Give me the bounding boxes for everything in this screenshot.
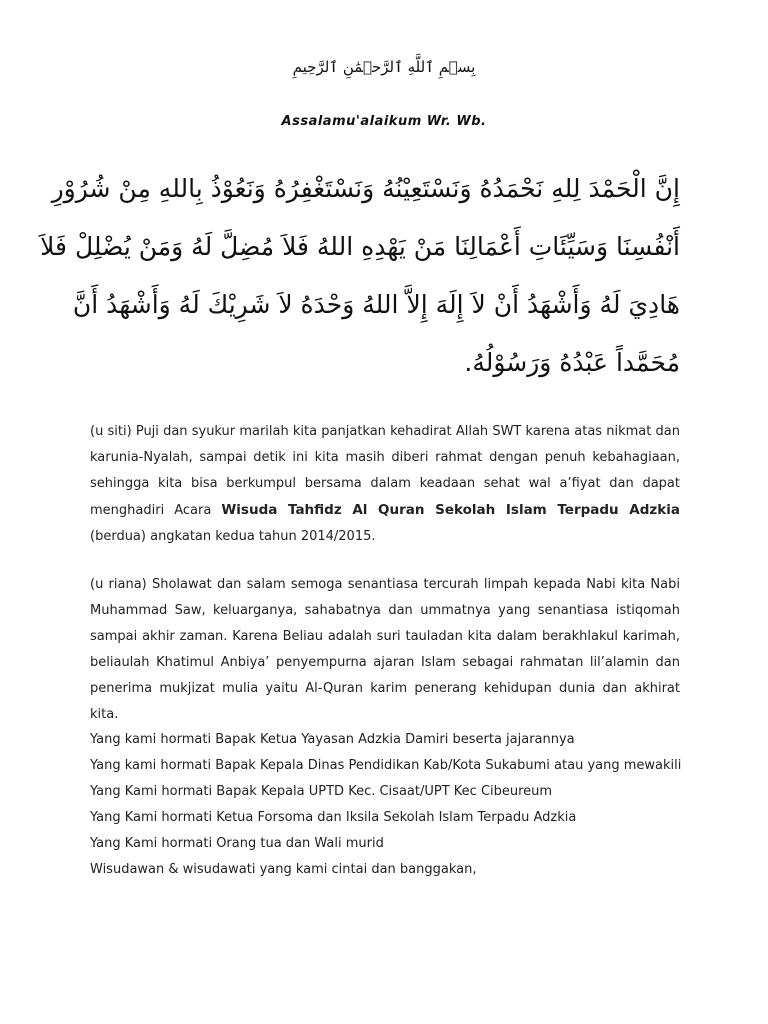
basmala: بِسۡمِ ٱللَّهِ ٱلرَّحۡمَٰنِ ٱلرَّحِيمِ [292, 58, 476, 76]
honor-line: Yang Kami hormati Bapak Kepala UPTD Kec. Cisaat/UPT Kec Cibeureum [90, 784, 553, 799]
arabic-line: إِنَّ الْحَمْدَ لِلهِ نَحْمَدُهُ وَنَسْتَعِيْنُهُ وَنَسْتَغْفِرُهُ وَنَعُوْذُ بِاللهِ مِنْ شُرُوْرِ [51, 174, 680, 203]
arabic-opening [40, 160, 680, 392]
event-name: Wisuda Tahfidz Al Quran Sekolah Islam Terpadu Adzkia [221, 502, 680, 518]
honor-line: Yang Kami hormati Orang tua dan Wali murid [90, 836, 384, 851]
honor-line: Yang kami hormati Bapak Ketua Yayasan Adzkia Damiri beserta jajarannya [90, 732, 575, 747]
paragraph-opening [90, 419, 680, 550]
honor-line: Wisudawan & wisudawati yang kami cintai dan banggakan, [90, 862, 477, 877]
paragraph-text: (berdua) angkatan kedua tahun 2014/2015. [90, 529, 376, 544]
arabic-line: مُحَمَّداً عَبْدُهُ وَرَسُوْلُهُ. [464, 348, 680, 377]
arabic-line: أَنْفُسِنَا وَسَيِّئَاتِ أَعْمَالِنَا مَنْ يَهْدِهِ اللهُ فَلاَ مُضِلَّ لَهُ وَمَنْ يُضْلِلْ فَلاَ [40, 232, 680, 261]
honor-line: Yang kami hormati Bapak Kepala Dinas Pendidikan Kab/Kota Sukabumi atau yang mewakili [90, 758, 682, 773]
honor-line: Yang Kami hormati Ketua Forsoma dan Iksila Sekolah Islam Terpadu Adzkia [90, 810, 577, 825]
greeting: Assalamu'alaikum Wr. Wb. [281, 114, 487, 129]
honors-list [90, 727, 690, 883]
arabic-line: هَادِيَ لَهُ وَأَشْهَدُ أَنْ لاَ إِلَهَ إِلاَّ اللهُ وَحْدَهُ لاَ شَرِيْكَ لَهُ وَأَشْهَدُ أَنَّ [72, 290, 680, 319]
paragraph-text: (u siti) Puji dan syukur marilah kita panjatkan kehadirat Allah SWT karena atas nikmat dan karunia-Nyalah, sampai detik ini kita masih diberi rahmat dengan penuh kebahagiaan, sehingga kita bisa berkumpul bersama dalam keadaan sehat wal a’fiyat dan dapat menghadiri Acara [90, 424, 680, 518]
paragraph-sholawat: (u riana) Sholawat dan salam semoga senantiasa tercurah limpah kepada Nabi kita Nabi Muhammad Saw, keluarganya, sahabatnya dan ummatnya yang senantiasa istiqomah sampai akhir zaman. Karena Beliau adalah suri tauladan kita dalam berakhlakul karimah, beliaulah Khatimul Anbiya’ penyempurna ajaran Islam sebagai rahmatan lil’alamin dan penerima mukjizat mulia yaitu Al-Quran karim penerang kehidupan dunia dan akhirat kita. [90, 577, 680, 722]
